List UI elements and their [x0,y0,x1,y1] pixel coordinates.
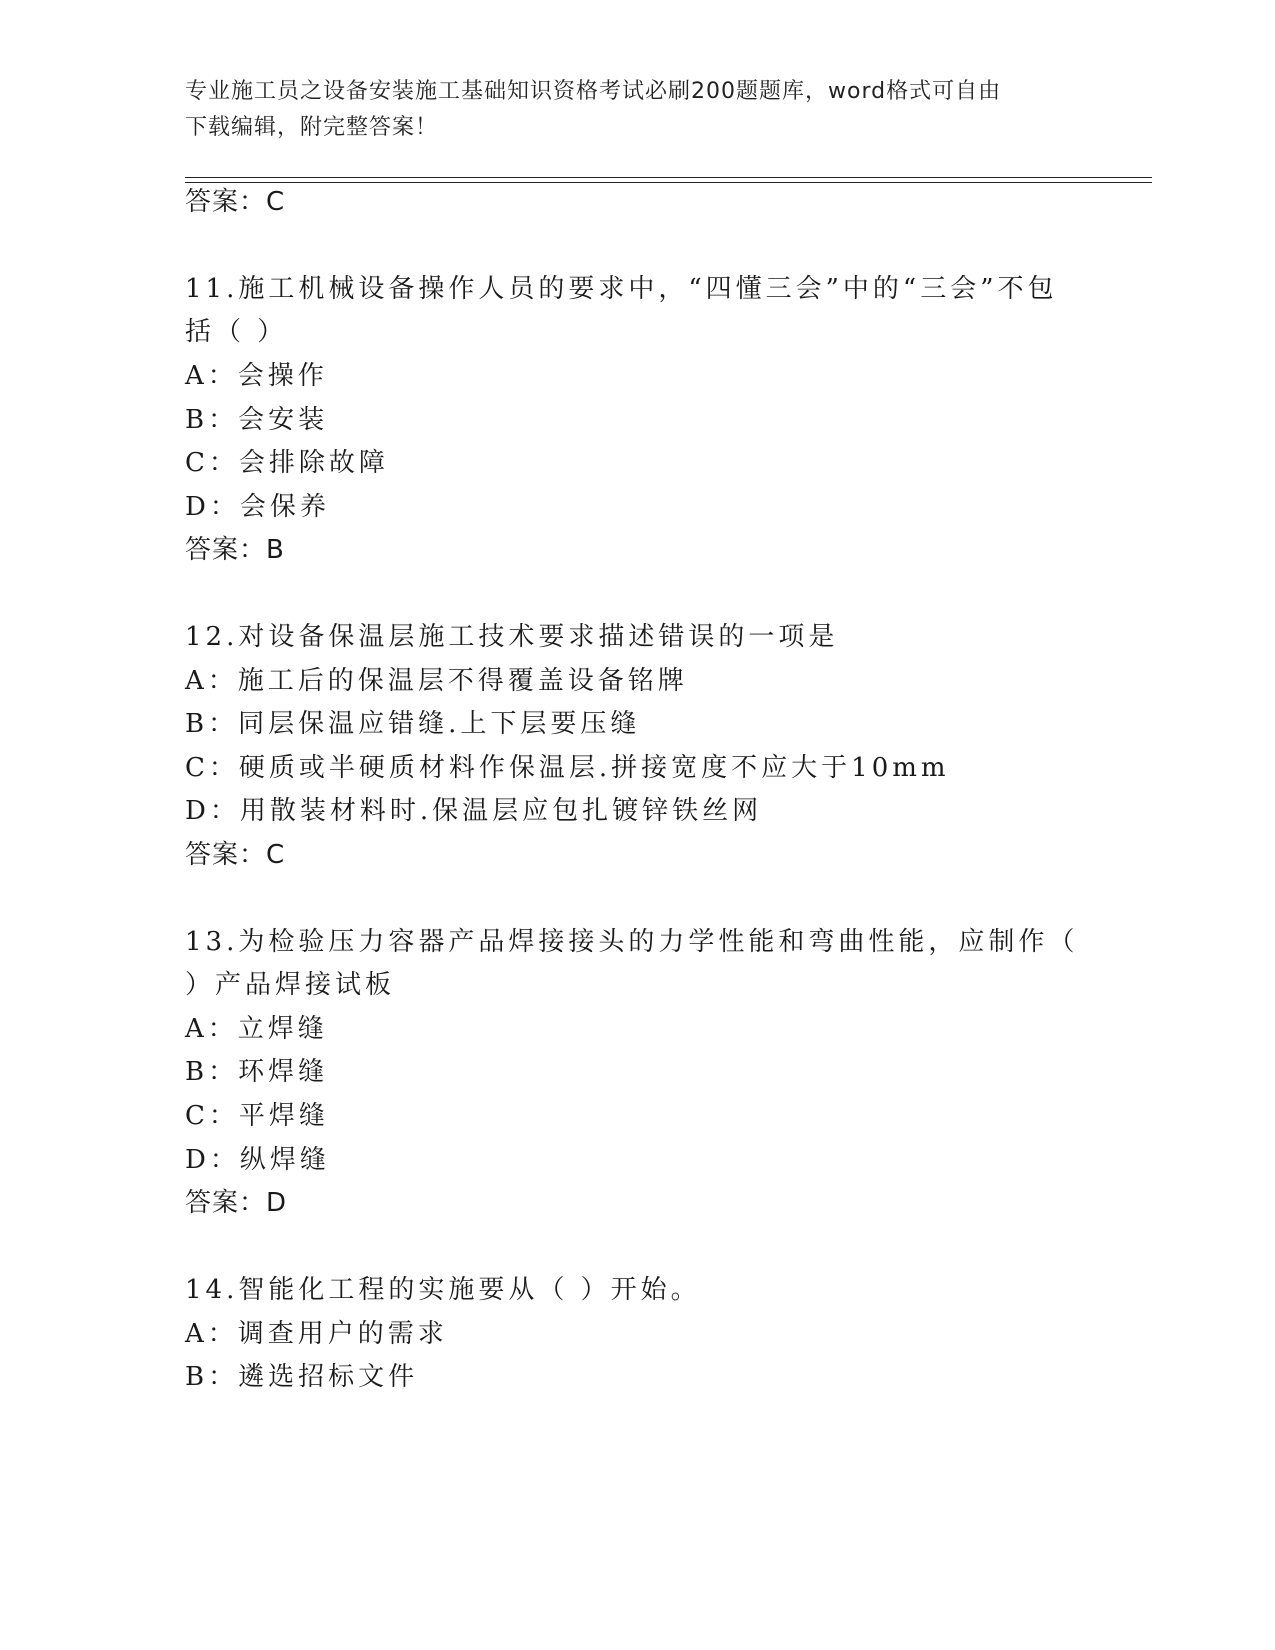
question-12-option-d: D：用散装材料时.保温层应包扎镀锌铁丝网 [185,796,763,826]
question-13-option-a: A：立焊缝 [185,1014,328,1044]
question-14-option-a: A：调查用户的需求 [185,1319,448,1349]
question-11-stem-line-1: 11.施工机械设备操作人员的要求中，“四懂三会”中的“三会”不包 [185,274,1058,304]
question-12-answer: 答案：C [185,840,286,870]
previous-answer: 答案：C [185,187,286,217]
question-13-stem-line-1: 13.为检验压力容器产品焊接接头的力学性能和弯曲性能，应制作（ [185,927,1079,957]
question-12-option-b: B：同层保温应错缝.上下层要压缝 [185,709,641,739]
question-11-answer: 答案：B [185,535,285,565]
header-line-1: 专业施工员之设备安装施工基础知识资格考试必刷200题题库，word格式可自由 [185,79,1002,104]
question-12-stem-line-1: 12.对设备保温层施工技术要求描述错误的一项是 [185,622,839,652]
header-line-2: 下载编辑，附完整答案！ [185,115,439,140]
header-divider-top [185,177,1152,178]
question-11-stem-line-2: 括（ ） [185,317,288,347]
question-14-option-b: B：遴选招标文件 [185,1362,419,1392]
header-divider-bottom [185,182,1152,183]
question-11-option-c: C：会排除故障 [185,448,389,478]
question-14-stem-line-1: 14.智能化工程的实施要从（ ）开始。 [185,1275,701,1305]
question-11-option-a: A：会操作 [185,361,328,391]
document-header [185,74,1065,146]
question-13-answer: 答案：D [185,1188,288,1218]
question-11-option-d: D：会保养 [185,492,330,522]
question-13-stem-line-2: ）产品焊接试板 [185,970,396,1000]
question-13-option-d: D：纵焊缝 [185,1145,330,1175]
question-12-option-a: A：施工后的保温层不得覆盖设备铭牌 [185,666,688,696]
question-12-option-c: C：硬质或半硬质材料作保温层.拼接宽度不应大于10mm [185,753,950,783]
question-13-option-b: B：环焊缝 [185,1057,329,1087]
question-11-option-b: B：会安装 [185,405,329,435]
question-13-option-c: C：平焊缝 [185,1101,329,1131]
